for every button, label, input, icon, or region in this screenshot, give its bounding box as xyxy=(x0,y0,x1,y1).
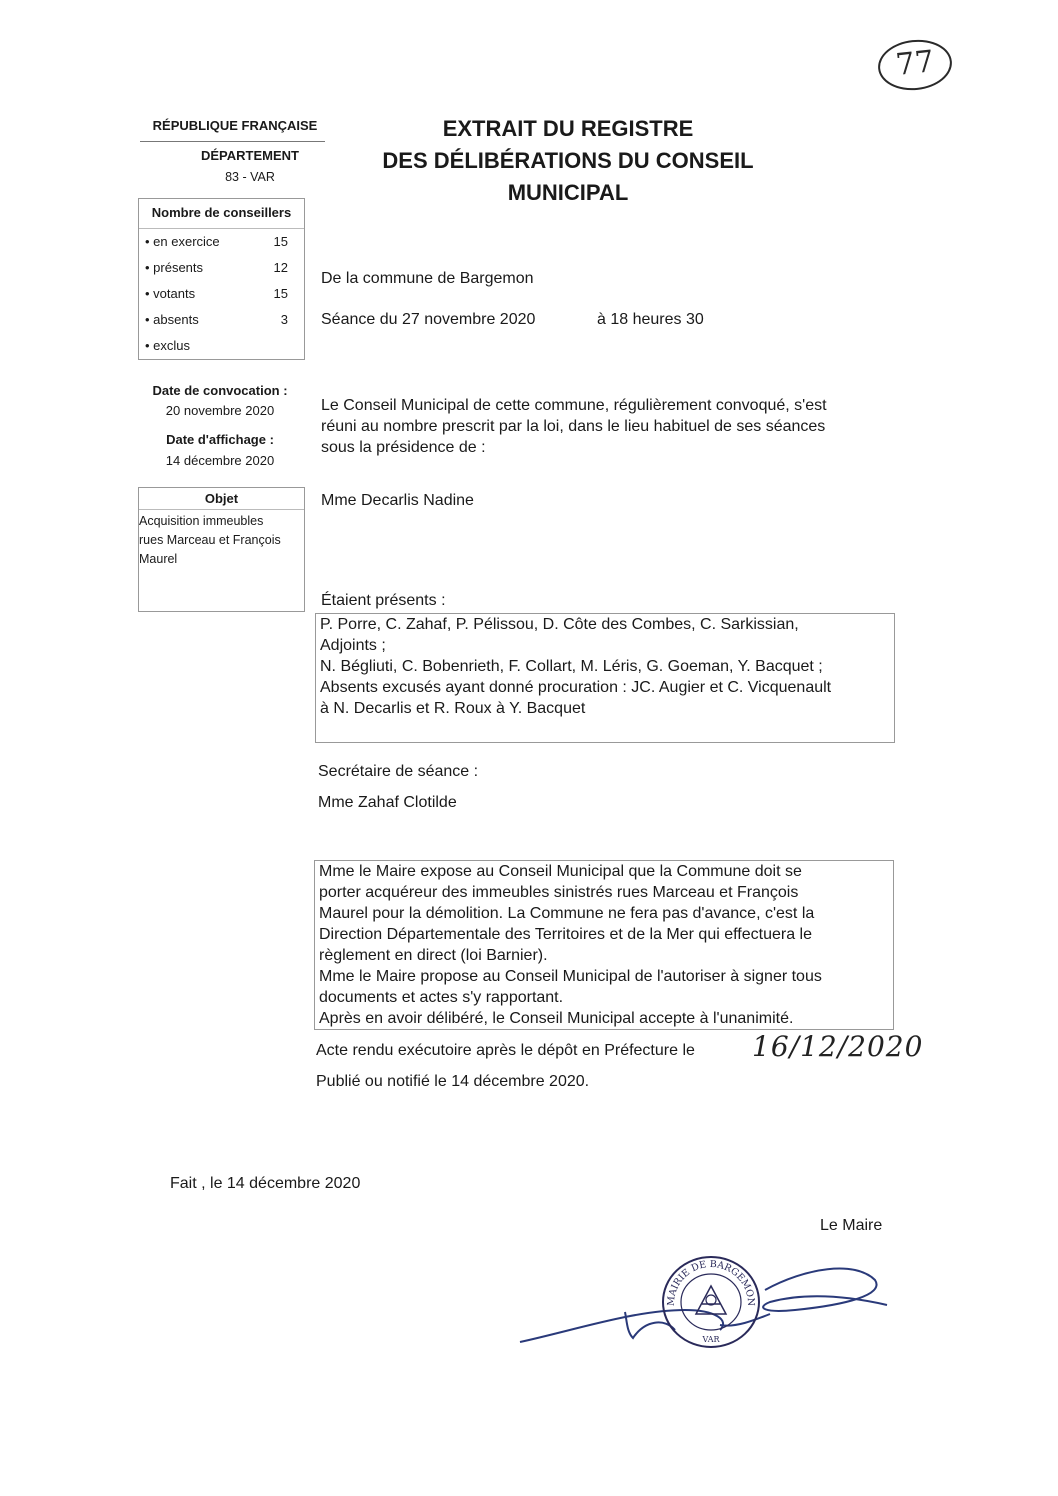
count-label: • absents xyxy=(145,312,199,327)
title-line-2: DES DÉLIBÉRATIONS DU CONSEIL xyxy=(382,148,754,173)
presents-line: à N. Decarlis et R. Roux à Y. Bacquet xyxy=(320,700,586,717)
count-label: • présents xyxy=(145,260,204,275)
intro-paragraph xyxy=(321,395,901,458)
intro-line: sous la présidence de : xyxy=(321,439,486,456)
executoire-date-handwritten: 16/12/2020 xyxy=(752,1030,924,1063)
presents-line: P. Porre, C. Zahaf, P. Pélissou, D. Côte des Combes, C. Sarkissian, xyxy=(320,616,799,633)
president-name: Mme Decarlis Nadine xyxy=(321,492,474,509)
objet-line: Maurel xyxy=(139,552,178,566)
affichage-date: 14 décembre 2020 xyxy=(165,453,275,468)
deliberation-line: documents et actes s'y rapportant. xyxy=(319,989,564,1006)
deliberation-line: Mme le Maire propose au Conseil Municipal de l'autoriser à signer tous xyxy=(319,968,822,985)
objet-text xyxy=(139,512,304,569)
signataire-label: Le Maire xyxy=(820,1217,883,1234)
svg-text:MAIRIE DE BARGEMON: MAIRIE DE BARGEMON xyxy=(665,1258,757,1307)
deliberation-line: règlement en direct (loi Barnier). xyxy=(319,947,548,964)
republique-francaise: RÉPUBLIQUE FRANÇAISE xyxy=(152,118,318,133)
count-row-exclus xyxy=(139,333,304,359)
fait-line: Fait , le 14 décembre 2020 xyxy=(170,1175,361,1192)
convocation-date: 20 novembre 2020 xyxy=(165,403,275,418)
deliberation-line: porter acquéreur des immeubles sinistrés rues Marceau et François xyxy=(319,884,799,901)
presents-line: N. Bégliuti, C. Bobenrieth, F. Collart, M. Léris, G. Goeman, Y. Bacquet ; xyxy=(320,658,823,675)
presents-line: Adjoints ; xyxy=(320,637,386,654)
conseillers-count-box xyxy=(138,198,305,360)
document-title xyxy=(368,113,768,209)
presents-line: Absents excusés ayant donné procuration : JC. Augier et C. Vicquenault xyxy=(320,679,832,696)
title-line-3: MUNICIPAL xyxy=(507,180,629,205)
count-value: 15 xyxy=(273,286,288,301)
secretaire-label: Secrétaire de séance : xyxy=(318,763,479,780)
deliberation-line: Mme le Maire expose au Conseil Municipal que la Commune doit se xyxy=(319,863,802,880)
deliberation-box xyxy=(314,860,894,1030)
commune-line: De la commune de Bargemon xyxy=(321,270,534,287)
presents-box xyxy=(315,613,895,743)
objet-box xyxy=(138,487,305,612)
svg-text:VAR: VAR xyxy=(702,1335,720,1344)
count-row-votants xyxy=(139,281,304,307)
title-line-1: EXTRAIT DU REGISTRE xyxy=(442,116,694,141)
header-rule xyxy=(140,141,325,142)
count-label: • exclus xyxy=(145,338,191,353)
publie-line: Publié ou notifié le 14 décembre 2020. xyxy=(316,1073,590,1090)
intro-line: réuni au nombre prescrit par la loi, dans le lieu habituel de ses séances xyxy=(321,418,826,435)
executoire-line: Acte rendu exécutoire après le dépôt en Préfecture le xyxy=(316,1042,695,1059)
mairie-stamp xyxy=(660,1252,762,1350)
count-value: 3 xyxy=(280,312,288,327)
departement-label: DÉPARTEMENT xyxy=(201,148,299,163)
count-label: • en exercice xyxy=(145,234,220,249)
intro-line: Le Conseil Municipal de cette commune, régulièrement convoqué, s'est xyxy=(321,397,827,414)
counts-heading: Nombre de conseillers xyxy=(139,199,304,229)
affichage-label: Date d'affichage : xyxy=(166,432,274,447)
presents-label: Étaient présents : xyxy=(321,592,446,609)
seance-time: à 18 heures 30 xyxy=(597,311,704,328)
count-row-exercice xyxy=(139,229,304,255)
convocation-label: Date de convocation : xyxy=(152,383,288,398)
deliberation-line: Maurel pour la démolition. La Commune ne fera pas d'avance, c'est la xyxy=(319,905,815,922)
count-row-presents xyxy=(139,255,304,281)
count-value: 12 xyxy=(273,260,288,275)
count-label: • votants xyxy=(145,286,196,301)
secretaire-name: Mme Zahaf Clotilde xyxy=(318,794,457,811)
objet-heading: Objet xyxy=(139,488,304,510)
seance-date: Séance du 27 novembre 2020 xyxy=(321,311,536,328)
page-number-handwritten: 77 xyxy=(876,36,955,93)
count-value: 15 xyxy=(273,234,288,249)
objet-line: Acquisition immeubles xyxy=(139,514,264,528)
objet-line: rues Marceau et François xyxy=(139,533,281,547)
deliberation-line: Direction Départementale des Territoires et de la Mer qui effectuera le xyxy=(319,926,812,943)
departement-code: 83 - VAR xyxy=(225,170,275,184)
count-row-absents xyxy=(139,307,304,333)
deliberation-line: Après en avoir délibéré, le Conseil Municipal accepte à l'unanimité. xyxy=(319,1010,794,1027)
